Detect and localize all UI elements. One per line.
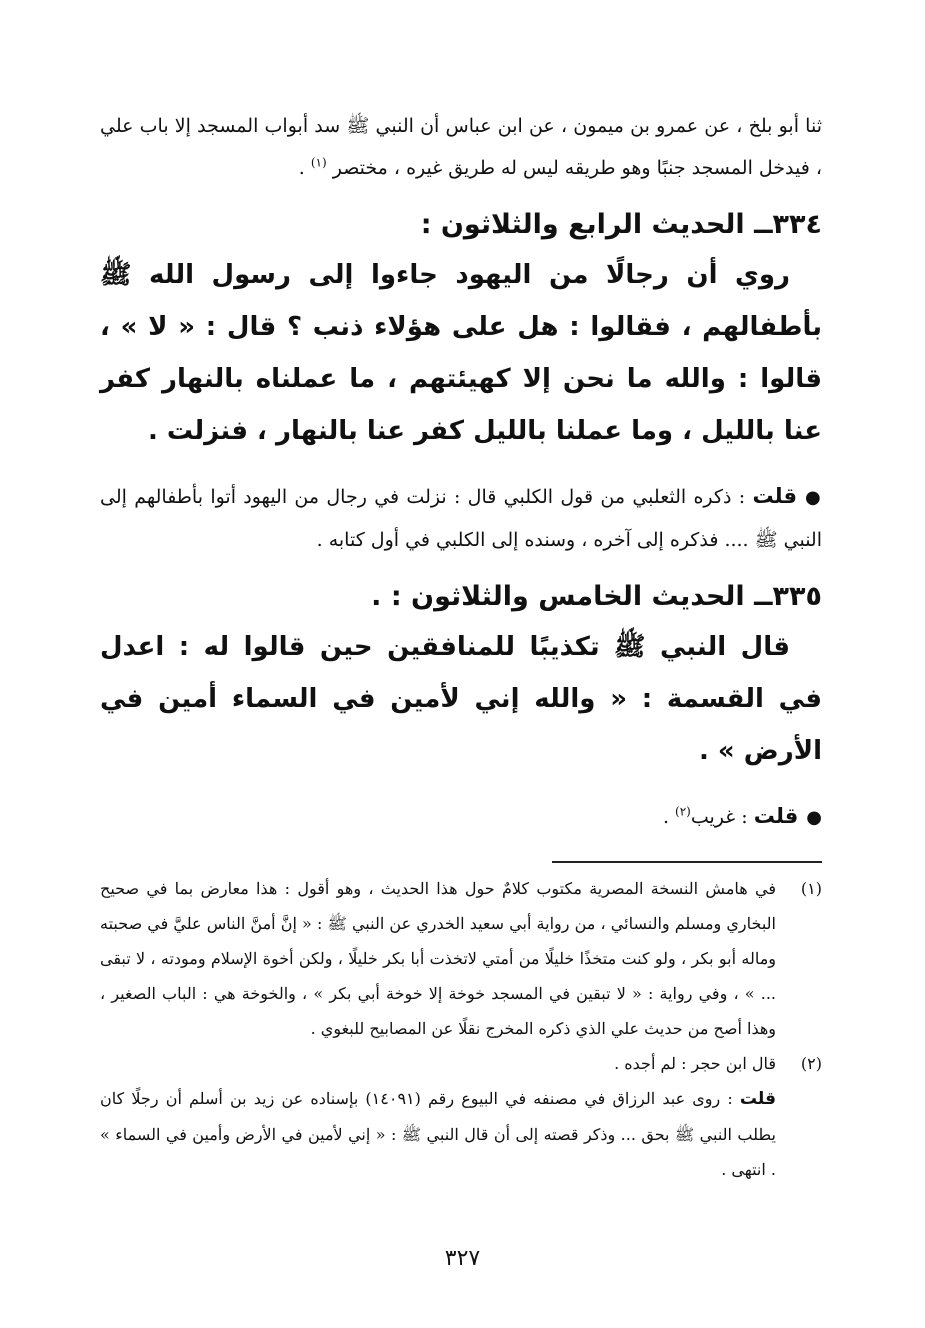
footnote-2-cont-text: : روى عبد الرزاق في مصنفه في البيوع رقم (١٤٠٩١) بإسناده عن زيد بن أسلم أن رجلًا كان يطلب النبي ﷺ بحق ... وذكر قصته إلى أن قال النبي ﷺ : « إني لأمين في الأرض وأمين في السماء » . انتهى .	[100, 1089, 776, 1179]
footnote-2-number: (٢)	[800, 1054, 822, 1073]
hadith-335-text: قال النبي ﷺ تكذيبًا للمنافقين حين قالوا له : اعدل في القسمة : « والله إني لأمين في السماء أمين في الأرض » .	[100, 632, 822, 766]
page-body	[100, 105, 822, 1187]
comment-label: قلت	[752, 484, 798, 508]
comment-label: قلت	[753, 804, 799, 828]
footnote-ref-1[interactable]: (١)	[310, 155, 327, 170]
bullet-icon: ●	[805, 487, 822, 508]
footnote-2	[100, 1046, 822, 1081]
intro-end: .	[298, 157, 311, 179]
comment-end: .	[662, 806, 676, 828]
footnote-1	[100, 871, 822, 1046]
footnote-2-text: قال ابن حجر : لم أجده .	[614, 1054, 776, 1073]
hadith-334-heading: ٣٣٤ــ الحديث الرابع والثلاثون :	[420, 209, 822, 240]
hadith-334-comment	[100, 475, 822, 561]
footnote-1-text: في هامش النسخة المصرية مكتوب كلامٌ حول هذا الحديث ، وهو أقول : هذا معارض بما في صحيح البخاري ومسلم والنسائي ، من رواية أبي سعيد الخدري عن النبي ﷺ : « إنَّ أمنَّ الناس عليَّ في صحبته وماله أبو بكر ، ولو كنت متخذًا خليلًا من أمتي لاتخذت أبا بكر خليلًا ، ولكن أخوة الإسلام ومودته ، لا تبقى ... » ، وفي رواية : « لا تبقين في المسجد خوخة إلا خوخة أبي بكر » ، والخوخة هي : الباب الصغير ، وهذا أصح من حديث علي الذي ذكره المخرج نقلًا عن المصابيح للبغوي .	[100, 879, 776, 1038]
page-number: ٣٢٧	[444, 1246, 481, 1271]
comment-text: : ذكره الثعلبي من قول الكلبي قال : نزلت في رجال من اليهود أتوا بأطفالهم إلى النبي ﷺ .... فذكره إلى آخره ، وسنده إلى الكلبي في أول كتابه .	[100, 486, 822, 551]
footnote-ref-2[interactable]: (٢)	[675, 804, 691, 819]
bullet-icon: ●	[806, 807, 822, 828]
footnote-2-label: قلت	[739, 1089, 776, 1109]
footnote-2-continuation	[100, 1081, 776, 1187]
hadith-334-text: روي أن رجالًا من اليهود جاءوا إلى رسول الله ﷺ بأطفالهم ، فقالوا : هل على هؤلاء ذنب ؟ قال : « لا » ، قالوا : والله ما نحن إلا كهيئتهم ، ما عملناه بالنهار كفر عنا بالليل ، وما عملنا بالليل كفر عنا بالنهار ، فنزلت .	[100, 260, 822, 446]
intro-text: ثنا أبو بلخ ، عن عمرو بن ميمون ، عن ابن عباس أن النبي ﷺ سد أبواب المسجد إلا باب علي ، فيدخل المسجد جنبًا وهو طريقه ليس له طريق غيره ، مختصر	[100, 115, 822, 179]
footnote-divider	[552, 861, 822, 863]
footnote-1-number: (١)	[800, 879, 822, 898]
intro-paragraph	[100, 105, 822, 189]
hadith-335-heading: ٣٣٥ــ الحديث الخامس والثلاثون : .	[371, 581, 822, 612]
comment-text: : غريب	[690, 806, 748, 828]
hadith-335-comment	[100, 795, 822, 839]
